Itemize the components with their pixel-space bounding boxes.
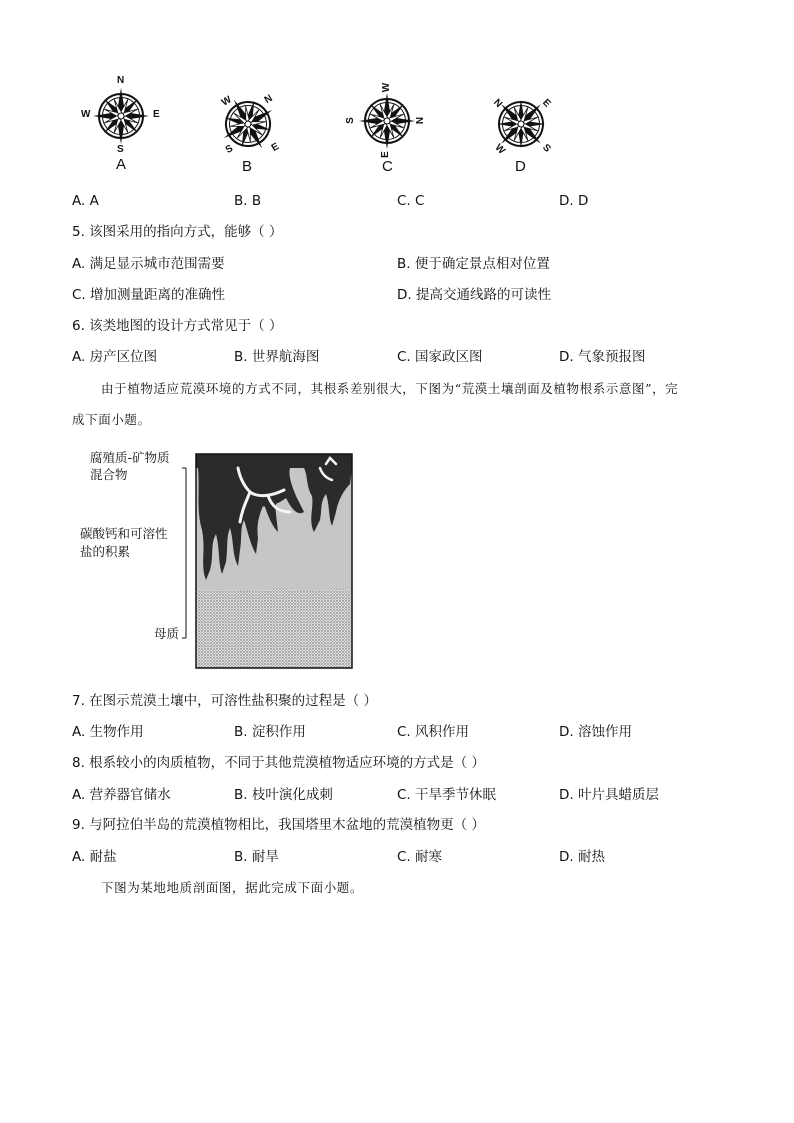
compass-b-south: S [223, 143, 235, 156]
q7-stem: 7. 在图示荒漠土壤中，可溶性盐积聚的过程是（ ） [72, 693, 377, 709]
q9-option-d[interactable]: D. 耐热 [559, 849, 605, 865]
compass-b-north: N [262, 92, 275, 107]
q7-option-d[interactable]: D. 溶蚀作用 [559, 724, 632, 740]
q7-option-a[interactable]: A. 生物作用 [72, 724, 144, 740]
compass-b-letter: B [242, 158, 253, 175]
compass-c-rose [353, 87, 421, 155]
q4-option-c[interactable]: C. C [397, 193, 425, 209]
q4-option-b[interactable]: B. B [234, 193, 262, 209]
q9-option-a[interactable]: A. 耐盐 [72, 849, 117, 865]
label-humus-mineral-2: 混合物 [90, 467, 128, 482]
q5-option-c[interactable]: C. 增加测量距离的准确性 [72, 287, 226, 303]
compass-c-north: N [415, 116, 427, 125]
compass-b-west: W [219, 94, 234, 109]
q8-option-c[interactable]: C. 干旱季节休眠 [397, 787, 497, 803]
q9-stem: 9. 与阿拉伯半岛的荒漠植物相比，我国塔里木盆地的荒漠植物更（ ） [72, 817, 485, 833]
compass-d-west: W [492, 142, 507, 157]
q5-option-b[interactable]: B. 便于确定景点相对位置 [397, 256, 550, 272]
q9-option-c[interactable]: C. 耐寒 [397, 849, 443, 865]
intro1-line2: 成下面小题。 [72, 412, 151, 427]
compass-c-east: E [379, 151, 391, 158]
parent-material-layer [196, 588, 352, 668]
q9-option-b[interactable]: B. 耐旱 [234, 849, 279, 865]
intro1-line1: 由于植物适应荒漠环境的方式不同，其根系差别很大，下图为“荒漠土壤剖面及植物根系示意图”，完 [101, 381, 679, 396]
compass-d-north: N [491, 97, 505, 110]
compass-b-east: E [269, 141, 281, 154]
compass-d-letter: D [515, 158, 526, 175]
compass-a-rose [87, 82, 155, 150]
q6-option-b[interactable]: B. 世界航海图 [234, 349, 320, 365]
intro2-line1: 下图为某地地质剖面图，据此完成下面小题。 [101, 880, 364, 895]
q4-option-d[interactable]: D. D [559, 193, 589, 209]
compass-a-east: E [153, 109, 160, 120]
q7-option-c[interactable]: C. 风积作用 [397, 724, 470, 740]
label-salt-1: 碳酸钙和可溶性 [80, 526, 168, 541]
compass-a-north: N [117, 75, 125, 86]
compass-a-letter: A [116, 156, 127, 173]
compass-a-south: S [117, 144, 124, 155]
q8-option-a[interactable]: A. 营养器官储水 [72, 787, 171, 803]
compass-d-south: S [540, 142, 553, 155]
q5-stem: 5. 该图采用的指向方式，能够（ ） [72, 224, 283, 240]
compass-c-south: S [344, 117, 356, 124]
q8-option-d[interactable]: D. 叶片具蜡质层 [559, 787, 659, 803]
q8-option-b[interactable]: B. 枝叶演化成刺 [234, 787, 333, 803]
q4-option-a[interactable]: A. A [72, 193, 99, 209]
q8-stem: 8. 根系较小的肉质植物，不同于其他荒漠植物适应环境的方式是（ ） [72, 755, 485, 771]
q6-option-c[interactable]: C. 国家政区图 [397, 349, 483, 365]
compass-b-rose [202, 78, 295, 171]
compass-c-letter: C [382, 158, 393, 175]
q6-option-a[interactable]: A. 房产区位图 [72, 349, 158, 365]
soil-profile-diagram [180, 450, 358, 672]
compass-d-east: E [540, 97, 553, 110]
q6-option-d[interactable]: D. 气象预报图 [559, 349, 646, 365]
q6-stem: 6. 该类地图的设计方式常见于（ ） [72, 318, 283, 334]
compass-a-west: W [81, 109, 91, 120]
q7-option-b[interactable]: B. 淀积作用 [234, 724, 306, 740]
label-parent-material: 母质 [154, 626, 180, 641]
compass-c-west: W [381, 82, 393, 93]
q5-option-d[interactable]: D. 提高交通线路的可读性 [397, 287, 551, 303]
label-humus-mineral-1: 腐殖质-矿物质 [90, 450, 170, 465]
label-salt-2: 盐的积累 [80, 544, 131, 559]
q5-option-a[interactable]: A. 满足显示城市范围需要 [72, 256, 225, 272]
